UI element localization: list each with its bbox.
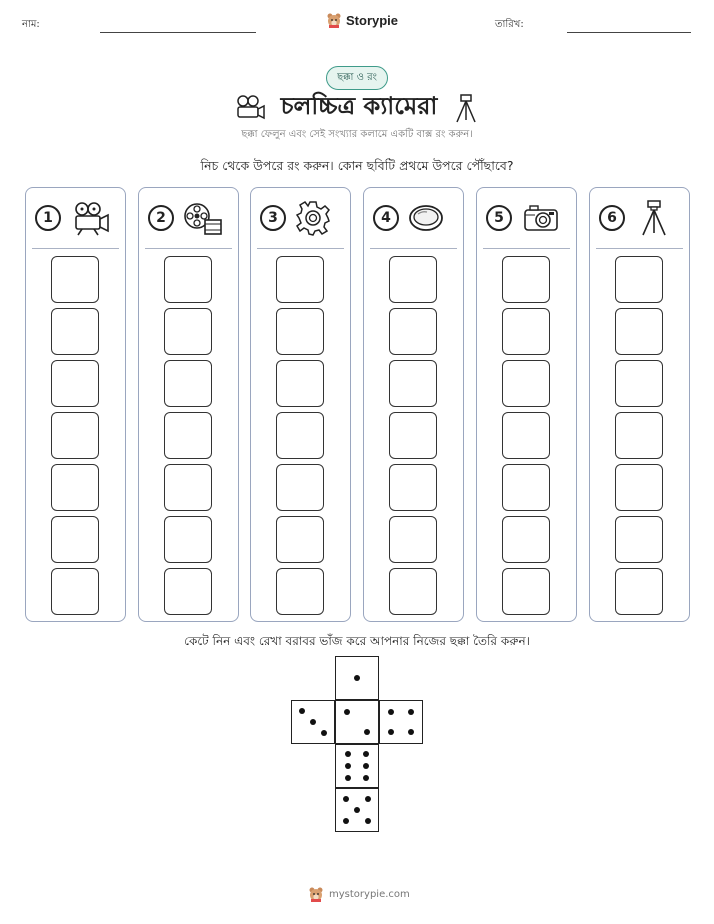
color-box[interactable]	[389, 360, 437, 407]
cut-instruction: কেটে নিন এবং রেখা বরাবর ভাঁজ করে আপনার নিজের ছক্কা তৈরি করুন।	[184, 634, 530, 648]
dice-pip	[343, 796, 349, 802]
color-box[interactable]	[164, 568, 212, 615]
subtitle: ছক্কা ফেলুন এবং সেই সংখ্যার কলামে একটি বাক্স রং করুন।	[241, 129, 473, 140]
color-box[interactable]	[502, 516, 550, 563]
color-box[interactable]	[51, 360, 99, 407]
color-box[interactable]	[615, 412, 663, 459]
color-box[interactable]	[276, 256, 324, 303]
color-box[interactable]	[51, 308, 99, 355]
dice-pip	[354, 675, 360, 681]
column-number: 6	[599, 205, 625, 231]
column-number: 5	[486, 205, 512, 231]
color-box[interactable]	[502, 256, 550, 303]
column-divider	[145, 248, 232, 249]
column-header	[26, 200, 125, 236]
dice-pip	[354, 807, 360, 813]
gear-icon	[295, 200, 335, 236]
column-6	[589, 187, 690, 622]
color-box[interactable]	[502, 360, 550, 407]
color-box[interactable]	[389, 516, 437, 563]
color-box[interactable]	[389, 412, 437, 459]
color-box[interactable]	[276, 308, 324, 355]
column-number: 2	[148, 205, 174, 231]
column-2	[138, 187, 239, 622]
name-line[interactable]	[100, 32, 256, 33]
column-divider	[370, 248, 457, 249]
dice-face-1	[335, 656, 379, 700]
dice-pip	[365, 796, 371, 802]
date-label: তারিখ:	[495, 19, 524, 30]
bear-icon	[308, 886, 324, 902]
color-box[interactable]	[389, 464, 437, 511]
color-box[interactable]	[389, 568, 437, 615]
instruction: নিচ থেকে উপরে রং করুন। কোন ছবিটি প্রথমে উপরে পৌঁছাবে?	[200, 158, 514, 173]
dice-pip	[363, 751, 369, 757]
column-divider	[257, 248, 344, 249]
color-box[interactable]	[276, 516, 324, 563]
lens-icon	[408, 200, 448, 236]
dice-pip	[408, 729, 414, 735]
name-label: নাম:	[22, 19, 40, 30]
color-box[interactable]	[502, 568, 550, 615]
color-box[interactable]	[502, 412, 550, 459]
color-box[interactable]	[51, 256, 99, 303]
movie-camera-icon	[235, 95, 265, 121]
column-number: 4	[373, 205, 399, 231]
color-box[interactable]	[276, 360, 324, 407]
dice-face-5	[335, 788, 379, 832]
column-header	[364, 200, 463, 236]
color-box[interactable]	[276, 568, 324, 615]
dice-pip	[363, 763, 369, 769]
date-line[interactable]	[567, 32, 691, 33]
dice-face-6	[335, 744, 379, 788]
column-header	[139, 200, 238, 236]
dice-pip	[299, 708, 305, 714]
color-box[interactable]	[51, 568, 99, 615]
dice-pip	[388, 709, 394, 715]
film-reel-icon	[183, 200, 223, 236]
brand-name: Storypie	[346, 12, 399, 28]
column-1	[25, 187, 126, 622]
dice-pip	[345, 763, 351, 769]
color-box[interactable]	[615, 256, 663, 303]
color-box[interactable]	[51, 464, 99, 511]
dice-pip	[345, 751, 351, 757]
color-box[interactable]	[502, 308, 550, 355]
column-header	[590, 200, 689, 236]
dice-face-2	[335, 700, 379, 744]
color-box[interactable]	[51, 516, 99, 563]
color-box[interactable]	[615, 308, 663, 355]
dice-pip	[310, 719, 316, 725]
dice-pip	[345, 775, 351, 781]
color-box[interactable]	[276, 412, 324, 459]
brand-logo	[326, 12, 398, 28]
bear-icon	[326, 12, 342, 28]
footer	[308, 886, 410, 902]
color-box[interactable]	[389, 256, 437, 303]
color-box[interactable]	[615, 360, 663, 407]
column-5	[476, 187, 577, 622]
color-box[interactable]	[164, 464, 212, 511]
color-box[interactable]	[389, 308, 437, 355]
tripod-icon	[453, 93, 479, 123]
dice-face-3	[291, 700, 335, 744]
footer-url: mystorypie.com	[329, 888, 410, 900]
dice-pip	[363, 775, 369, 781]
color-box[interactable]	[276, 464, 324, 511]
dice-pip	[343, 818, 349, 824]
column-divider	[32, 248, 119, 249]
column-header	[477, 200, 576, 236]
color-box[interactable]	[51, 412, 99, 459]
color-box[interactable]	[615, 516, 663, 563]
column-header	[251, 200, 350, 236]
column-number: 1	[35, 205, 61, 231]
dice-pip	[388, 729, 394, 735]
page-title: চলচ্চিত্র ক্যামেরা	[280, 92, 438, 120]
color-box[interactable]	[164, 516, 212, 563]
color-box[interactable]	[615, 568, 663, 615]
dice-pip	[344, 709, 350, 715]
dice-pip	[364, 729, 370, 735]
tripod-icon	[634, 200, 674, 236]
color-box[interactable]	[164, 256, 212, 303]
color-box[interactable]	[164, 412, 212, 459]
column-number: 3	[260, 205, 286, 231]
movie-camera-icon	[70, 200, 110, 236]
dice-pip	[321, 730, 327, 736]
column-divider	[483, 248, 570, 249]
column-3	[250, 187, 351, 622]
column-divider	[596, 248, 683, 249]
color-box[interactable]	[615, 464, 663, 511]
dice-pip	[408, 709, 414, 715]
color-box[interactable]	[164, 308, 212, 355]
camera-icon	[521, 200, 561, 236]
dice-pip	[365, 818, 371, 824]
title-row	[0, 88, 714, 128]
color-box[interactable]	[164, 360, 212, 407]
dice-face-4	[379, 700, 423, 744]
color-box[interactable]	[502, 464, 550, 511]
category-badge: ছক্কা ও রং	[326, 66, 388, 90]
column-4	[363, 187, 464, 622]
